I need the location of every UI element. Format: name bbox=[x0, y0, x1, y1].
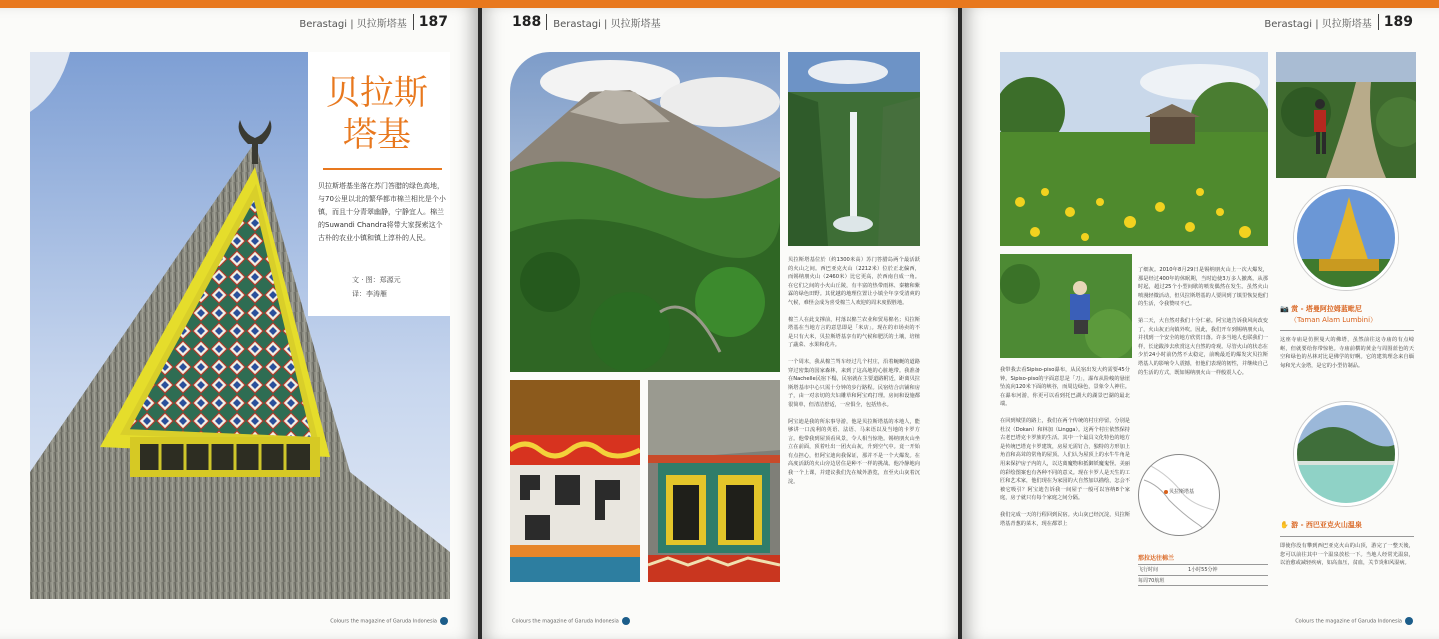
sinabung-volcano-photo bbox=[510, 52, 780, 372]
running-header bbox=[299, 14, 448, 30]
body-paragraph: 棉兰人在此支撑前，村落以棉兰农业和贸易棉名；贝拉斯塔基在当地方言的意思即是「米店」。现在的市场卖的不是只有大米，贝拉斯塔基享有的气候和肥沃的土壤，培植了蔬菜、水果和花卉。 bbox=[788, 316, 920, 349]
garuda-logo-icon bbox=[622, 617, 630, 625]
farmer-photo bbox=[1000, 254, 1132, 358]
header-place: Berastagi | 贝拉斯塔基 bbox=[553, 18, 661, 30]
sidebar-heading-text: 赏 - 塔曼阿拉姆蓝毗尼 bbox=[1291, 305, 1362, 313]
page-number: 189 bbox=[1378, 14, 1413, 30]
hot-spring-photo bbox=[1294, 402, 1398, 506]
article-body-column-2 bbox=[1138, 266, 1268, 385]
footer bbox=[512, 617, 630, 625]
intro-text: 贝拉斯塔基坐落在苏门答腊的绿色高地，与70公里以北的繁华都市棉兰相比是个小镇，而且十分青翠幽静，宁静宜人。棉兰的Suwandi Chandra将带大家探索这个古朴的农业小镇和镇上淳朴的人民。 bbox=[318, 182, 446, 242]
top-accent-bar bbox=[0, 0, 1439, 8]
article-body-column bbox=[788, 256, 920, 494]
body-paragraph: 在回到城里的路上，我们在两个传统的村庄停留，分别是杜汉（Dokan）和林加（Lingga）。这两个村庄依然保持古老巴塔克卡罗族的生活。其中一个最具文化特色的地方是传统巴塔克卡罗建筑，房屋无需钉合，独特的方形加上角首和高耸的常角的屋顶。人们认为屋顶上的水牛牛角是用来保护房子内的人，以达离魔物和抵御妖魔鬼怪。美丽的彩绘图案也有各种不同的意义。现在卡罗人是天生的工匠和艺术家，他们现在为家园的大自然加以描绘，怎会不被它吸引？阿宝迪告诉我一间屋子一般可以容纳8个家庭，房子就只有每个家庭之间分隔。 bbox=[1000, 417, 1130, 502]
title-line-2: 塔基 bbox=[343, 115, 411, 155]
header-place: Berastagi | 贝拉斯塔基 bbox=[1264, 18, 1372, 30]
flower-farm-photo bbox=[1000, 52, 1268, 246]
footer-text: Colours the magazine of Garuda Indonesia bbox=[1295, 618, 1402, 625]
flight-info-row bbox=[1138, 564, 1268, 575]
sidebar-rule bbox=[1280, 330, 1414, 331]
page-189 bbox=[962, 8, 1439, 639]
title-line-1: 贝拉斯 bbox=[326, 73, 428, 113]
page-188 bbox=[482, 8, 958, 639]
footer-text: Colours the magazine of Garuda Indonesia bbox=[330, 618, 437, 625]
location-map bbox=[1138, 454, 1220, 536]
credit-author: 文 · 图：郑源元 bbox=[352, 276, 401, 284]
flight-info-title: 那拉达往棉兰 bbox=[1138, 555, 1175, 562]
sidebar-heading-temple bbox=[1280, 304, 1362, 315]
garuda-logo-icon bbox=[440, 617, 448, 625]
page-number: 187 bbox=[413, 14, 448, 30]
house-window-photo bbox=[648, 380, 780, 582]
sidebar-text-spring: 即使你没有攀到西巴亚克火山的山顶，游完了一整天後，您可以前往其中一个温泉放松一下。当地人经常光温泉，以治愈或减轻疾病，如高血压，贫血，关节炎和风湿病。 bbox=[1280, 543, 1414, 567]
body-paragraph: 我们完成一天的行程回到民宿。火山灰已经沉淀，贝拉斯塔基青葱的菜木，现在都罩上 bbox=[1000, 511, 1130, 527]
info-label: 飞行时间 bbox=[1138, 567, 1159, 573]
sipiso-piso-waterfall-photo bbox=[788, 52, 920, 246]
info-value: 1小时55分钟 bbox=[1188, 567, 1218, 573]
body-paragraph: 了细灰。2010年8月29日是锡纳朋火山上一次大爆发，那是经过400年的休眠期，当时迫使3万多人撤离。从那时起，超过25个小型间歇的喷发偶然在发生。虽然火山喷漫轻微活动，但贝拉斯塔基的人要回到了镇里恢复他们的生活，令我赞叹不已。 bbox=[1138, 267, 1268, 308]
credits bbox=[352, 273, 401, 301]
sidebar-subheading-temple: （Taman Alam Lumbini） bbox=[1290, 316, 1378, 324]
info-label: 每周70航班 bbox=[1138, 578, 1165, 584]
body-paragraph: 一个周末，我从棉兰驾车经过几个村庄，沿着蜿蜒的道路穿过密集的国家森林，来到了这高地的心脏地带。我准备在Nachelle民宿下榻，民宿就在主要道路附近，距离贝拉斯塔基市中心只需十分钟的步行路程。民宿结合店铺和房子，由一对亲切的夫妇雕草和阿宝鸡打理。房间和设施都很简单，但清洁舒适，一应俱全，包括热水。 bbox=[788, 358, 920, 408]
article-body-column-1 bbox=[1000, 366, 1130, 536]
body-paragraph: 第二天，大自然对我们十分仁慈。阿宝迪告诉我风向改变了，火山灰正向镇外吹。因此，我们开车到锡纳朋火山，并找到一个安全的地方欣赏日落。许多当地人也联我们一样，长途跋涉去欣赏这大自然的奇观。尽管火山的状态在少於24小时前仍然不太稳定，前晚最近的爆发灾贝拉斯塔基人的影响令人震撼，但他们表现的韧性，并继续自己的生活的方式，既如锡纳朋火山一样般震人心。 bbox=[1138, 317, 1268, 376]
camera-icon: 📷 bbox=[1280, 305, 1289, 313]
footer bbox=[1295, 617, 1413, 625]
flight-info-row bbox=[1138, 575, 1268, 586]
running-header bbox=[1264, 14, 1413, 30]
hiking-trail-photo bbox=[1276, 52, 1416, 178]
sidebar-text-temple: 这座寺庙是仿照曼大的佛塔，虽然前往这寺庙的有点崎岖，但就要给你带惊艳。寺庙前横的黄金与周围蓝色的天空和绿色的丛林对比是佛学的好啊。它的建筑理念来自缅甸和光大金塔，是它的小型仿制品。 bbox=[1280, 337, 1414, 369]
body-paragraph: 阿宝迪是我的所东事导游，他是贝拉斯塔基的本地人，能够讲一口流利的英语、法语、马来语以及当地的卡罗方言。他带我到屋顶看风景，令人相当惊艳。锡纳朋火山坐立在前面，顶着吐出一团火山灰，升到空气中。竟一开始有点担心，但阿宝迪向我保证，那并不是一个大爆发。在高度活跃的火山旁边居住是种不一样的挑战。他冷静地向我一个上课，并建议我们先在城外游览，直至火山灰着沉淀。 bbox=[788, 418, 920, 485]
article-title bbox=[312, 72, 442, 156]
page-number: 188 bbox=[512, 14, 547, 30]
garuda-logo-icon bbox=[1405, 617, 1413, 625]
sidebar-heading-text: 游 - 西巴亚克火山温泉 bbox=[1291, 521, 1362, 529]
footer bbox=[330, 617, 448, 625]
body-paragraph: 我带我去看Sipiso-piso瀑布，从民宿出发大约需要45分钟。Sipiso-piso的字面意思是「刀」，瀑布从险峻的悬崖坠流向120米下面的峡谷，而周边绿色，景象令人神往。在瀑布河游，你更可以看到托巴湖大的湖景巴湖的最北端。 bbox=[1000, 367, 1130, 408]
page-187 bbox=[0, 8, 478, 639]
footer-text: Colours the magazine of Garuda Indonesia bbox=[512, 618, 619, 625]
title-rule bbox=[323, 168, 442, 170]
map-label: 贝拉斯塔基 bbox=[1169, 489, 1195, 495]
lumbini-temple-photo bbox=[1294, 186, 1398, 290]
sidebar-rule bbox=[1280, 536, 1414, 537]
running-header bbox=[512, 14, 661, 30]
sidebar-heading-spring bbox=[1280, 520, 1362, 531]
painted-pattern-photo bbox=[510, 380, 640, 582]
body-paragraph: 贝拉斯塔基位於（约1300米高）苏门答腊岛两个最活跃的火山之间。西巴亚克火山（2212米）位於正北偏西，而锡纳朋火山（2460米）比它更高，於西南自成一角。在它们之间的小火山丘陵，有丰富的热带雨林、秦糖和紫霖的绿色田野。其优越的地理位置让小镇全年享受清爽的气候，难怪会成为喜受棉兰人欢迎的周末度假胜地。 bbox=[788, 257, 920, 306]
header-place: Berastagi | 贝拉斯塔基 bbox=[299, 18, 407, 30]
hand-icon: ✋ bbox=[1280, 521, 1289, 529]
credit-translator: 译：李涛雁 bbox=[352, 290, 387, 298]
